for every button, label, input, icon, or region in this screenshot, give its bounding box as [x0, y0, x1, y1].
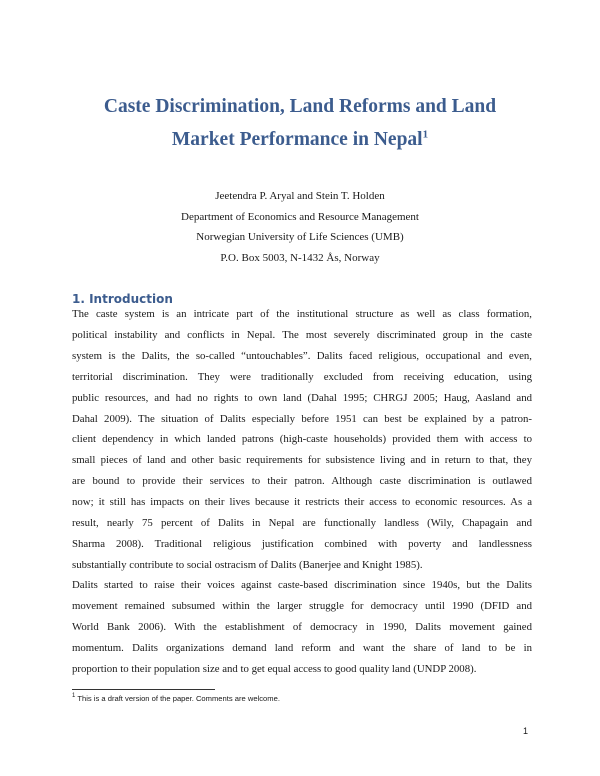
text-line: political instability and conflicts in Nepal. The most severely discriminated group in the caste: [72, 328, 532, 341]
author-block: [60, 186, 540, 268]
title-line-2: [60, 123, 540, 156]
text-line: Dalits started to raise their voices against caste-based discrimination since 1940s, but the Dalits: [72, 579, 532, 591]
text-line: World Bank 2006). With the establishment of democracy in 1990, Dalits movement gained: [72, 620, 532, 633]
paragraph-2: [72, 575, 532, 680]
text-line: now; it still has impacts on their lives because it restricts their access to economic resources. As a: [72, 496, 532, 509]
text-line: territorial discrimination. They were traditionally excluded from receiving education, using: [72, 370, 532, 383]
author-names: Jeetendra P. Aryal and Stein T. Holden: [215, 190, 385, 202]
text-line: system is the Dalits, the so-called “untouchables”. Dalits faced religious, occupational and even,: [72, 349, 532, 362]
title-footnote-mark[interactable]: 1: [422, 128, 429, 141]
text-line: movement remained subsumed within the larger struggle for democracy until 1990 (DFID and: [72, 599, 532, 612]
section-heading: 1. Introduction: [72, 292, 173, 306]
footnote-mark: 1: [72, 693, 76, 700]
paper-title: [60, 90, 540, 156]
title-line-1: Caste Discrimination, Land Reforms and Land: [103, 96, 497, 117]
text-line: result, nearly 75 percent of Dalits in Nepal are functionally landless (Wily, Chapagain and: [72, 517, 532, 530]
text-line: client dependency in which landed patrons (high-caste households) provided them with access to: [72, 433, 532, 446]
text-line: substantially contribute to social ostracism of Dalits (Banerjee and Knight 1985).: [72, 558, 423, 571]
text-line: small pieces of land and other basic requirements for subsistence living and in return to that, they: [72, 454, 532, 467]
footnote: [72, 693, 280, 705]
title-line-2-text: Market Performance in Nepal: [171, 129, 423, 150]
footnote-divider: [72, 689, 215, 690]
text-line: are bound to provide their services to their patron. Although caste discrimination is outlawed: [72, 475, 532, 488]
text-line: Sharma 2008). Traditional religious justification combined with poverty and landlessness: [72, 537, 532, 550]
footnote-text: This is a draft version of the paper. Comments are welcome.: [77, 694, 280, 703]
text-line: proportion to their population size and to get equal access to good quality land (UNDP 2008).: [72, 662, 477, 675]
author-address: P.O. Box 5003, N-1432 Ås, Norway: [220, 251, 380, 264]
paragraph-1: [72, 304, 532, 576]
text-line: The caste system is an intricate part of the institutional structure as well as class formation,: [72, 308, 532, 320]
text-line: Dahal 2009). The situation of Dalits especially before 1951 can best be explained by a patron-: [72, 412, 532, 425]
author-university: Norwegian University of Life Sciences (UMB): [196, 231, 404, 243]
text-line: public resources, and had no rights to own land (Dahal 1995; CHRGJ 2005; Haug, Aasland and: [72, 391, 532, 404]
page-number: 1: [522, 726, 528, 736]
text-line: momentum. Dalits organizations demand land reform and want the share of land to be in: [72, 641, 532, 654]
author-department: Department of Economics and Resource Management: [181, 210, 419, 223]
